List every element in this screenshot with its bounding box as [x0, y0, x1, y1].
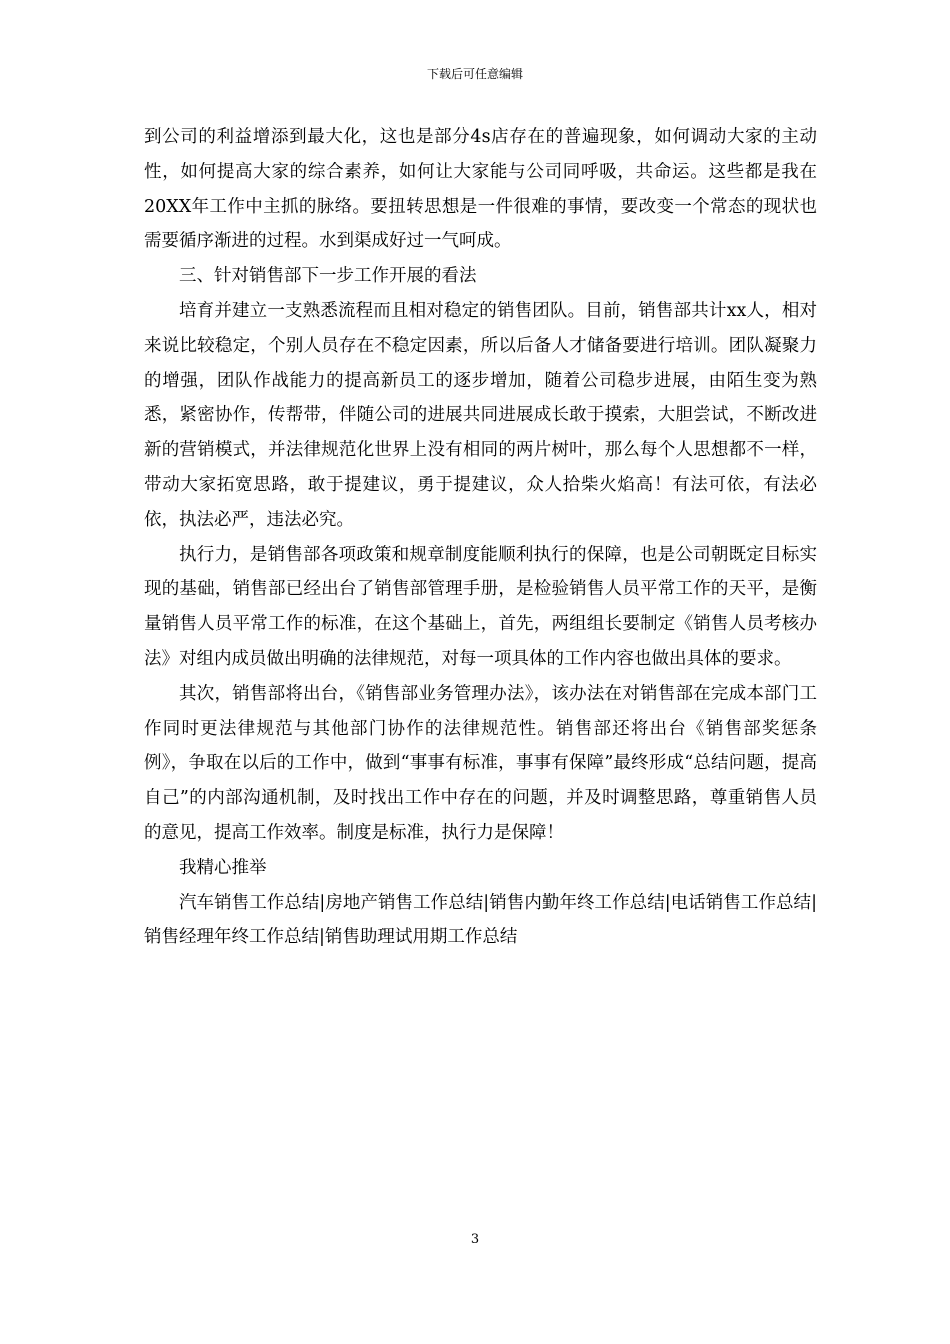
page-header: 下载后可任意编辑 — [426, 67, 523, 81]
paragraph-execution: 执行力，是销售部各项政策和规章制度能顺利执行的保障，也是公司朝既定目标实现的基础，销售部已经出台了销售部管理手册，是检验销售人员平常工作的天平，是衡量销售人员平常工作的标准，在这个基础上，首先，两组组长要制定《销售人员考核办法》对组内成员做出明确的法律规范，对每一项具体的工作内容也做出具体的要求。 — [144, 544, 817, 669]
paragraph-team: 培育并建立一支熟悉流程而且相对稳定的销售团队。目前，销售部共计xx人，相对来说比较稳定，个别人员存在不稳定因素，所以后备人才储备要进行培训。团队凝聚力的增强，团队作战能力的提高新员工的逐步增加，随着公司稳步进展，由陌生变为熟悉，紧密协作，传帮带，伴随公司的进展共同进展成长敢于摸索，大胆尝试，不断改进新的营销模式，并法律规范化世界上没有相同的两片树叶，那么每个人思想都不一样，带动大家拓宽思路，敢于提建议，勇于提建议，众人拾柴火焰高！有法可依，有法必依，执法必严，违法必究。 — [144, 300, 817, 530]
page-number: 3 — [470, 1232, 480, 1247]
paragraph-next: 其次，销售部将出台，《销售部业务管理办法》，该办法在对销售部在完成本部门工作同时更法律规范与其他部门协作的法律规范性。销售部还将出台《销售部奖惩条例》，争取在以后的工作中，做到“事事有标准，事事有保障”最终形成“总结问题，提高自己”的内部沟通机制，及时找出工作中存在的问题，并及时调整思路，尊重销售人员的意见，提高工作效率。制度是标准，执行力是保障！ — [144, 683, 817, 843]
recommend-links[interactable]: 汽车销售工作总结|房地产销售工作总结|销售内勤年终工作总结|电话销售工作总结|销售经理年终工作总结|销售助理试用期工作总结 — [144, 892, 817, 948]
section-heading: 三、针对销售部下一步工作开展的看法 — [179, 266, 477, 287]
document-body — [144, 120, 817, 955]
paragraph-continuation: 到公司的利益增添到最大化，这也是部分4s店存在的普遍现象，如何调动大家的主动性，如何提高大家的综合素养，如何让大家能与公司同呼吸，共命运。这些都是我在20XX年工作中主抓的脉络。要扭转思想是一件很难的事情，要改变一个常态的现状也需要循序渐进的过程。水到渠成好过一气呵成。 — [144, 127, 817, 252]
recommend-heading: 我精心推举 — [179, 857, 267, 878]
